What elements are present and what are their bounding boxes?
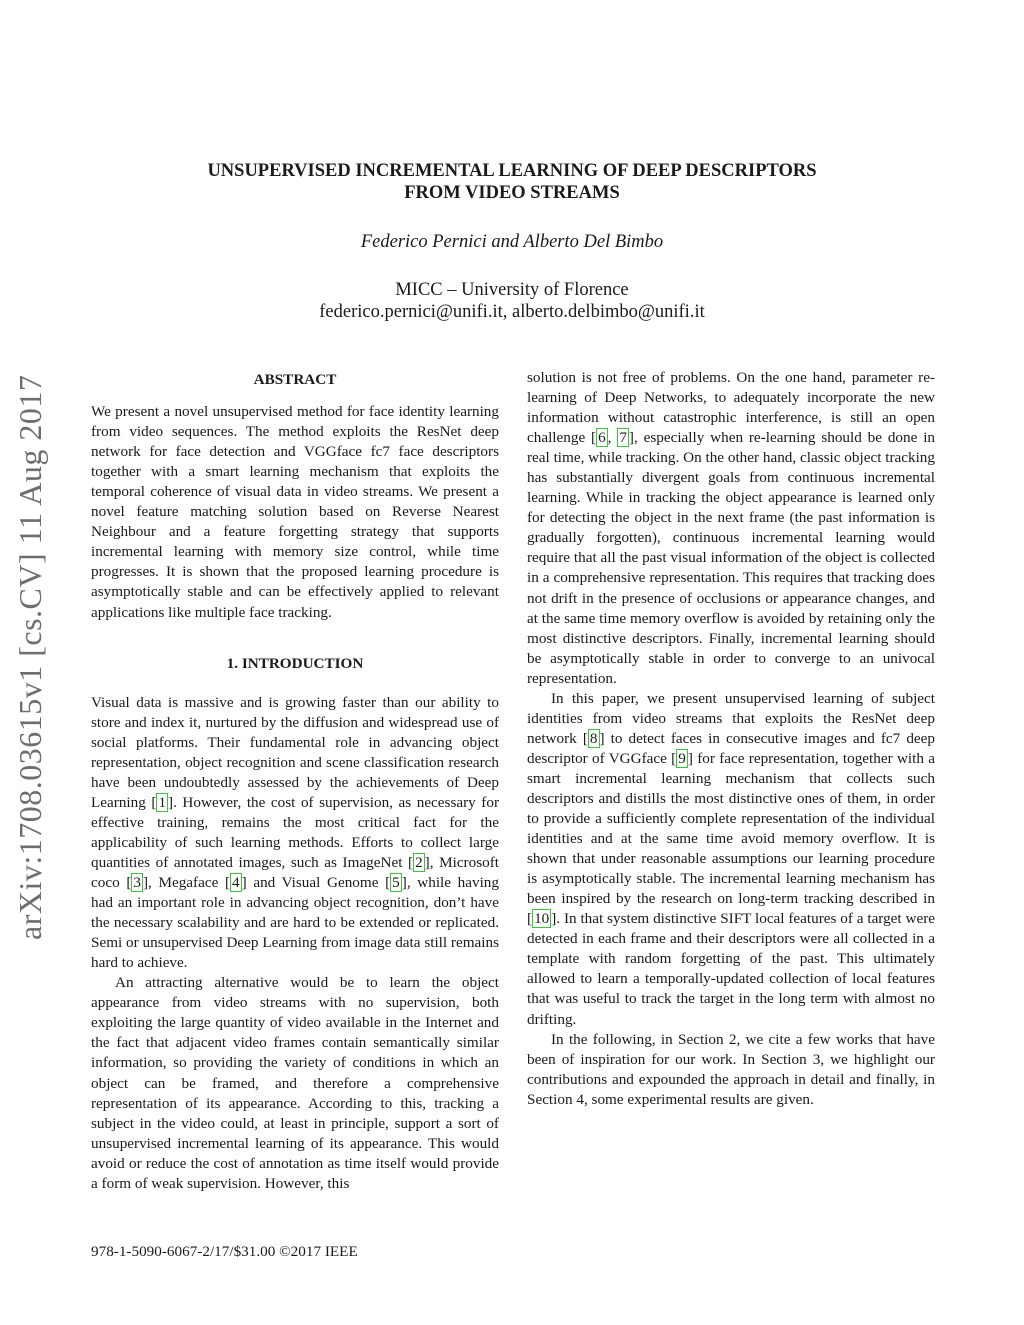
citation-link[interactable]: 9 — [678, 749, 686, 767]
introduction-heading: 1. INTRODUCTION — [226, 654, 364, 672]
title-line-2: FROM VIDEO STREAMS — [404, 183, 620, 203]
citation-link[interactable]: 6 — [598, 429, 606, 447]
intro-paragraph-1: Visual data is massive and is growing faster than our ability to store and index it, nurtured by the diffusion and widespread use of social platforms. Their fundamental role in advancing object representation, object recognition and scene classification research have been undoubtedly assessed by the achievements of Deep Learning [ 1 ]. However, the cost of supervision, as necessary for effective training, remains the most critical fact for the applicability of such learning methods. Efforts to collect large quantities of annotated images, such as ImageNet [ 2 ], Microsoft coco [ 3 ], Megaface [ 4 ] and Visual Genome [ 5 ], while having had an important role in advancing object recognition, don’t have the necessary scalability and are hard to be extended or replicated. Semi or unsupervised Deep Learning from image data still remains hard to achieve. — [91, 693, 500, 972]
author-list: Federico Pernici and Alberto Del Bimbo — [360, 232, 664, 252]
citation-link[interactable]: 7 — [619, 429, 627, 447]
paper-title — [100, 160, 924, 204]
intro-paragraph-2: An attracting alternative would be to learn the object appearance from video streams with no supervision, both exploiting the large quantity of video available in the Internet and the fact that adjacent video frames contain semantically similar information, so providing the variety of conditions in which an object can be framed, and therefore a comprehensive representation of its appearance. According to this, tracking a subject in the video could, at least in principle, support a sort of unsupervised incremental learning of its appearance. This would avoid or reduce the cost of annotation as time itself would provide a form of weak supervision. However, this — [91, 974, 499, 1192]
intro-paragraph-3: solution is not free of problems. On the one hand, parameter re-learning of Deep Networks, to adequately incorporate the new information without catastrophic interference, is still an open challenge [ 6 , 7 ], especially when re-learning should be done in real time, while tracking. On the other hand, classic object tracking has substantially divergent goals from continuous incremental learning. While in tracking the object appearance is learned only for detecting the object in the next frame (the past information is gradually forgotten), continuous incremental learning would require that all the past visual information of the object is collected in a comprehensive representation. This requires that tracking does not drift in the presence of occlusions or appearance changes, and at the same time memory overflow is avoided by retaining only the most distinctive descriptors. Finally, incremental learning should be asymptotically stable in order to converge to an univocal representation. — [527, 369, 936, 687]
affiliation-block — [100, 279, 924, 323]
citation-link[interactable]: 10 — [534, 910, 550, 928]
citation-link[interactable]: 4 — [232, 874, 240, 892]
copyright-footer: 978-1-5090-6067-2/17/$31.00 ©2017 IEEE — [91, 1243, 358, 1260]
left-column — [91, 368, 499, 1194]
author-emails: federico.pernici@unifi.it, alberto.delbimbo@unifi.it — [319, 302, 705, 322]
citation-link[interactable]: 5 — [392, 874, 400, 892]
abstract-text: We present a novel unsupervised method for face identity learning from video sequences. The method exploits the ResNet deep network for face detection and VGGface fc7 face descriptors together with a smart learning mechanism that exploits the temporal coherence of visual data in video streams. We present a novel feature matching solution based on Reverse Nearest Neighbour and a feature forgetting strategy that supports incremental learning with memory size control, while time progresses. It is shown that the proposed learning procedure is asymptotically stable and can be effectively applied to relevant applications like multiple face tracking. — [91, 403, 499, 621]
citation-link[interactable]: 2 — [415, 853, 423, 871]
intro-paragraph-5: In the following, in Section 2, we cite a few works that have been of inspiration for our work. In Section 3, we highlight our contributions and expounded the approach in detail and finally, in Section 4, some experimental results are given. — [527, 1030, 935, 1108]
affiliation: MICC – University of Florence — [395, 280, 629, 300]
citation-link[interactable]: 3 — [133, 874, 141, 892]
right-column — [527, 368, 935, 1110]
arxiv-identifier: arXiv:1708.03615v1 [cs.CV] 11 Aug 2017 — [12, 374, 48, 940]
intro-paragraph-4: In this paper, we present unsupervised learning of subject identities from video streams that exploits the ResNet deep network [ 8 ] to detect faces in consecutive images and fc7 deep descriptor of VGGface [ 9 ] for face representation, together with a smart incremental learning mechanism that collects such descriptors and distills the most distinctive ones of them, in order to provide a sufficiently complete representation of the individual identities and at the same time avoid memory overflow. It is shown that under reasonable assumptions our learning procedure is asymptotically stable. The incremental learning mechanism has been inspired by the research on long-term tracking described in [ 10 ]. In that system distinctive SIFT local features of a target were detected in each frame and their descriptors were all collected in a template with random forgetting of the past. This ultimately allowed to learn a temporally-updated collection of local features that was useful to track the target in the long term with almost no drifting. — [527, 689, 936, 1028]
title-line-1: UNSUPERVISED INCREMENTAL LEARNING OF DEEP DESCRIPTORS — [207, 161, 817, 181]
citation-link[interactable]: 1 — [158, 793, 167, 811]
citation-link[interactable]: 8 — [589, 729, 598, 747]
abstract-heading: ABSTRACT — [253, 371, 337, 388]
